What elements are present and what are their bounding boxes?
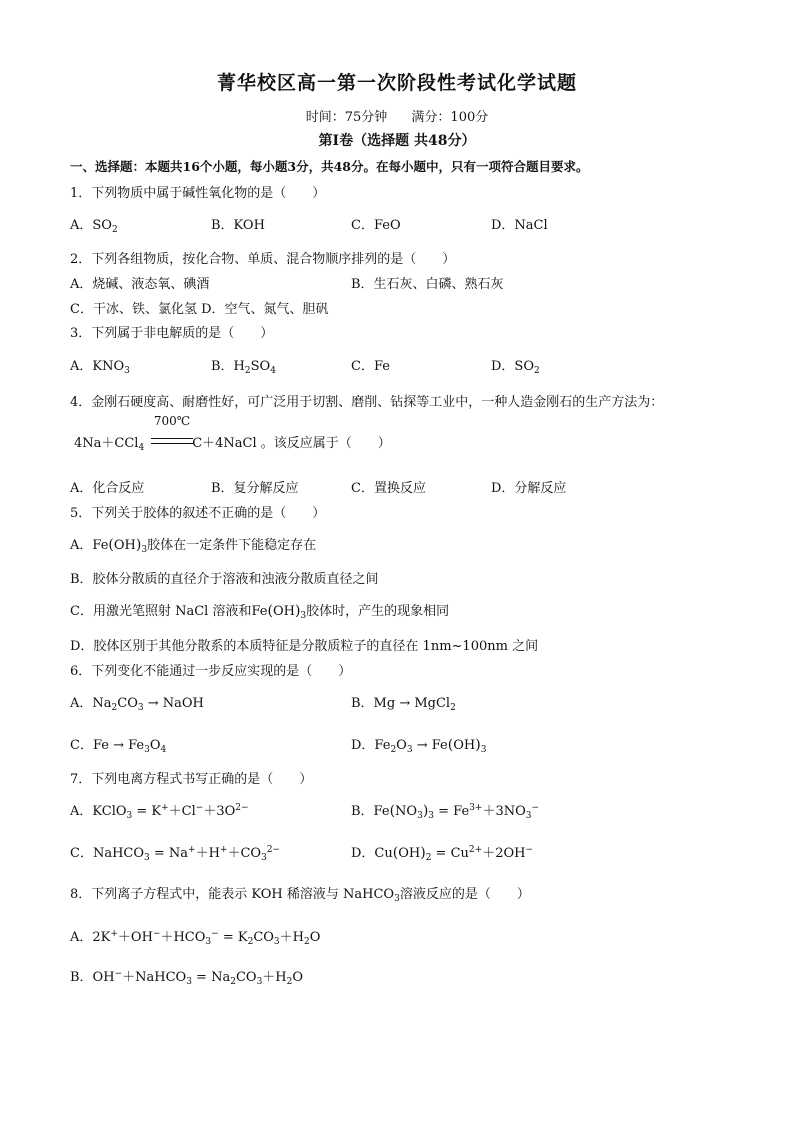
q6-option-b: B．Mg → MgCl$_2$ [351, 696, 456, 713]
reaction-equation: 4Na＋CCl$_4$ C＋4NaCl 。该反应属于（ ） [74, 436, 391, 453]
q7-option-d: D．$Cu(OH)_2 = Cu^{2+}+2OH^-$ [351, 845, 534, 863]
q5-option-d: D．胶体区别于其他分散系的本质特征是分散质粒子的直径在 1nm~100nm 之间 [70, 639, 539, 654]
time-limit: 时间：75分钟 [305, 110, 388, 125]
q7-option-a: A．KClO$_3$ = $K^++Cl^-+3O^{2-}$ [70, 803, 249, 821]
q1-option-c: C．FeO [351, 218, 401, 233]
question-7-stem: 7．下列电离方程式书写正确的是（ ） [70, 772, 313, 787]
q2-option-b: B．生石灰、白磷、熟石灰 [351, 277, 504, 292]
q3-option-c: C．Fe [351, 359, 390, 374]
q5-option-b: B．胶体分散质的直径介于溶液和浊液分散质直径之间 [70, 572, 379, 587]
q3-option-d: D．$SO_2$ [491, 359, 540, 376]
q3-option-a: A．$KNO_3$ [70, 359, 130, 376]
exam-info [0, 106, 794, 125]
q3-option-b: B．$H_2SO_4$ [211, 359, 276, 376]
question-3-stem: 3．下列属于非电解质的是（ ） [70, 326, 274, 341]
q6-option-c: C．$Fe \to Fe_3O_4$ [70, 738, 167, 755]
question-6-stem: 6．下列变化不能通过一步反应实现的是（ ） [70, 664, 352, 679]
q4-option-b: B．复分解反应 [211, 481, 299, 496]
q7-option-c: C．NaHCO$_3$ = $Na^++H^++CO_3^{2-}$ [70, 845, 281, 863]
full-score: 满分：100分 [411, 110, 489, 125]
q7-option-b: B．$Fe(NO_3)_3 = Fe^{3+}+3NO_3^-$ [351, 803, 540, 821]
question-4-stem: 4．金刚石硬度高、耐磨性好，可广泛用于切割、磨削、钻探等工业中，一种人造金刚石的生产方法为： [70, 395, 664, 410]
q1-option-a: A．$SO_2$ [70, 218, 118, 235]
q4-option-d: D．分解反应 [491, 481, 567, 496]
equals-arrow [151, 438, 193, 444]
section-heading: 第Ⅰ卷（选择题 共48分） [318, 133, 476, 149]
reaction-condition: 700℃ [153, 414, 191, 428]
q2-option-a: A．烧碱、液态氧、碘酒 [70, 277, 210, 292]
question-1-stem: 1．下列物质中属于碱性氧化物的是（ ） [70, 186, 326, 201]
q8-option-b: B．OH−＋NaHCO$_3$ = $Na_2CO_3+H_2O$ [70, 969, 304, 987]
q6-option-a: A．$Na_2CO_3$ → NaOH [70, 696, 204, 713]
question-5-stem: 5．下列关于胶体的叙述不正确的是（ ） [70, 506, 326, 521]
q2-option-cd: C．干冰、铁、氯化氢 D．空气、氮气、胆矾 [70, 302, 329, 317]
q5-option-c: C．用激光笔照射 NaCl 溶液和$Fe(OH)_3$胶体时，产生的现象相同 [70, 603, 450, 621]
q4-option-a: A．化合反应 [70, 481, 145, 496]
q1-option-d: D．NaCl [491, 218, 548, 233]
q5-option-a: A．$Fe(OH)_3$胶体在一定条件下能稳定存在 [70, 537, 317, 555]
q1-option-b: B．KOH [211, 218, 265, 233]
q8-option-a: A．$2K^++OH^-+HCO_3^- = K_2CO_3+H_2O$ [70, 929, 321, 947]
q6-option-d: D．$Fe_2O_3 \to Fe(OH)_3$ [351, 737, 487, 755]
instructions: 一、选择题：本题共16个小题，每小题3分，共48分。在每小题中，只有一项符合题目要求。 [70, 159, 589, 174]
question-8-stem: 8．下列离子方程式中，能表示 KOH 稀溶液与 NaHCO$_3$溶液反应的是（ ） [70, 887, 530, 904]
question-2-stem: 2．下列各组物质，按化合物、单质、混合物顺序排列的是（ ） [70, 252, 456, 267]
q4-option-c: C．置换反应 [351, 481, 426, 496]
page-title: 菁华校区高一第一次阶段性考试化学试题 [216, 72, 577, 94]
